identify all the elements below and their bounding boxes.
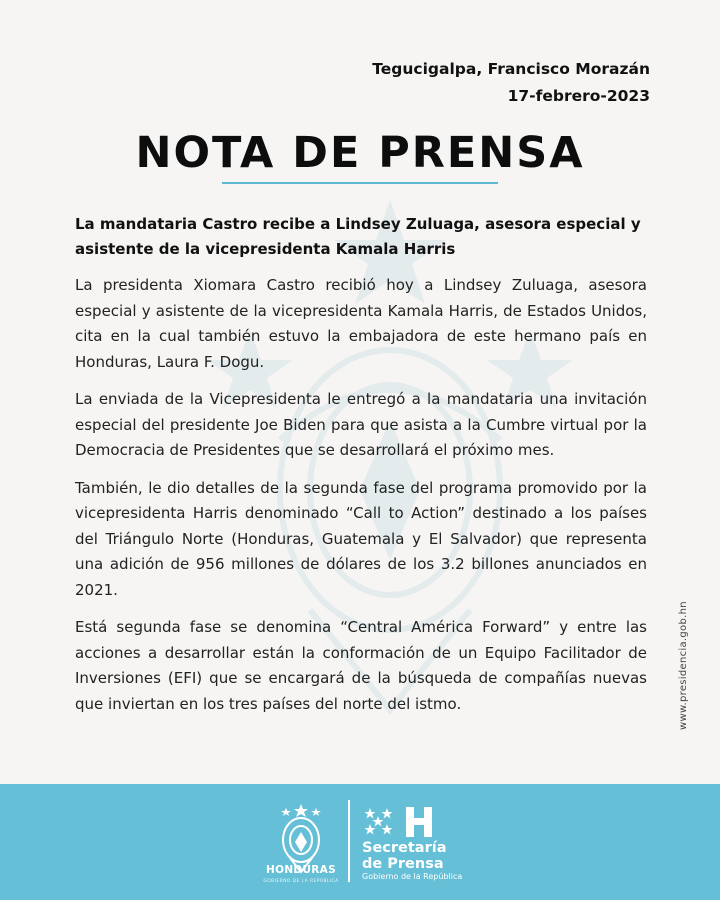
article-paragraph: La presidenta Xiomara Castro recibió hoy a Lindsey Zuluaga, asesora especial y asistente de la vicepresidenta Kamala Harris, de Estados Unidos, cita en la cual también estuvo la embajadora de este hermano país en Honduras, Laura F. Dogu. <box>75 276 647 371</box>
footer-band <box>0 784 720 900</box>
footer-secretaria-title <box>362 840 446 872</box>
dateline <box>372 56 650 110</box>
secretaria-line1: Secretaría <box>362 840 447 856</box>
article-paragraph: También, le dio detalles de la segunda fase del programa promovido por la vicepresidenta Harris denominado “Call to Action” destinado a los países del Triángulo Norte (Honduras, Guatemala y El Salvador) que representa una adición de 956 millones de dólares de los 3.2 billones anunciados en 2021. <box>75 478 647 599</box>
footer-secretaria-subtitle: Gobierno de la República <box>362 872 463 881</box>
side-website-url: www.presidencia.gob.hn <box>678 601 689 730</box>
dateline-city: Tegucigalpa, Francisco Morazán <box>372 60 650 78</box>
article-paragraph: Está segunda fase se denomina “Central América Forward” y entre las acciones a desarrollar están la conformación de un Equipo Facilitador de Inversiones (EFI) que se encargará de la búsqueda de compañías nuevas que inviertan en los tres países del norte del istmo. <box>75 618 647 713</box>
footer-divider <box>348 800 350 882</box>
article-body <box>75 212 647 729</box>
article-paragraph: La enviada de la Vicepresidenta le entregó a la mandataria una invitación especial del presidente Joe Biden para que asista a la Cumbre virtual por la Democracia de Presidentes que se desarrollará el próximo mes. <box>75 390 647 459</box>
dateline-date: 17-febrero-2023 <box>507 87 650 105</box>
secretaria-line2: de Prensa <box>362 856 444 872</box>
footer-country-name: HONDURAS <box>266 864 336 876</box>
footer-country-subtitle: GOBIERNO DE LA REPÚBLICA <box>263 879 339 884</box>
title-underline <box>222 182 498 184</box>
page-title: NOTA DE PRENSA <box>135 128 585 178</box>
article-headline: La mandataria Castro recibe a Lindsey Zuluaga, asesora especial y asistente de la vicepresidenta Kamala Harris <box>75 215 641 258</box>
